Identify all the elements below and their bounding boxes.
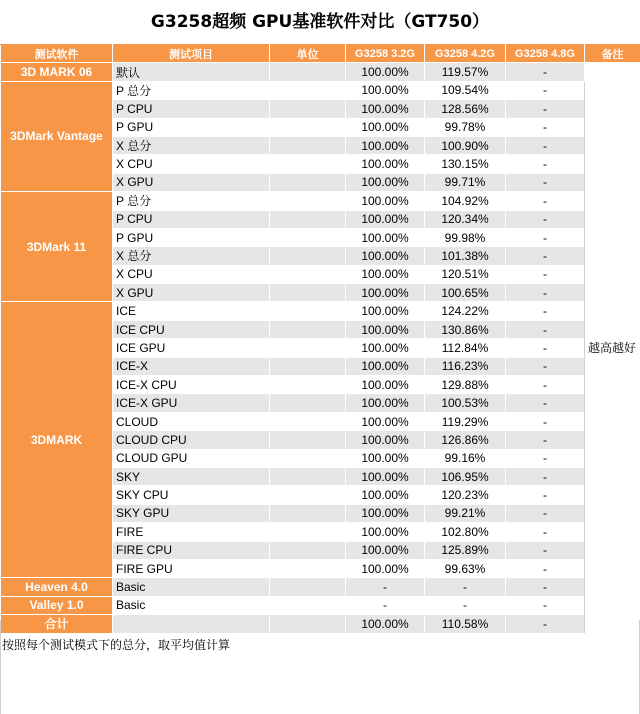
value-4-2g-cell: - bbox=[425, 578, 506, 596]
value-3-2g-cell: 100.00% bbox=[346, 155, 425, 173]
value-4-8g-cell: - bbox=[506, 357, 585, 375]
header-unit: 单位 bbox=[270, 45, 346, 63]
item-cell: Basic bbox=[113, 596, 270, 614]
value-4-2g-cell: 128.56% bbox=[425, 100, 506, 118]
value-3-2g-cell: 100.00% bbox=[346, 412, 425, 430]
value-4-8g-cell: - bbox=[506, 284, 585, 302]
value-4-2g-cell: 100.53% bbox=[425, 394, 506, 412]
item-cell: CLOUD CPU bbox=[113, 431, 270, 449]
value-4-8g-cell: - bbox=[506, 192, 585, 210]
value-4-8g-cell: - bbox=[506, 320, 585, 338]
table-row bbox=[1, 192, 640, 210]
unit-cell bbox=[270, 136, 346, 154]
table-row bbox=[1, 596, 640, 614]
unit-cell bbox=[270, 615, 346, 633]
value-4-2g-cell: 99.98% bbox=[425, 228, 506, 246]
value-4-2g-cell: 130.15% bbox=[425, 155, 506, 173]
item-cell: Basic bbox=[113, 578, 270, 596]
item-cell: ICE-X GPU bbox=[113, 394, 270, 412]
item-cell: X GPU bbox=[113, 173, 270, 191]
unit-cell bbox=[270, 118, 346, 136]
value-3-2g-cell: 100.00% bbox=[346, 63, 425, 81]
item-cell: FIRE bbox=[113, 523, 270, 541]
unit-cell bbox=[270, 100, 346, 118]
item-cell: P GPU bbox=[113, 228, 270, 246]
value-4-2g-cell: 104.92% bbox=[425, 192, 506, 210]
value-3-2g-cell: 100.00% bbox=[346, 431, 425, 449]
value-4-2g-cell: 99.63% bbox=[425, 559, 506, 577]
page-title: G3258超频 GPU基准软件对比（GT750） bbox=[150, 12, 490, 32]
unit-cell bbox=[270, 155, 346, 173]
value-4-2g-cell: - bbox=[425, 596, 506, 614]
value-4-8g-cell: - bbox=[506, 431, 585, 449]
value-4-8g-cell: - bbox=[506, 228, 585, 246]
value-4-2g-cell: 130.86% bbox=[425, 320, 506, 338]
value-4-8g-cell: - bbox=[506, 541, 585, 559]
value-4-2g-cell: 112.84% bbox=[425, 339, 506, 357]
table-row bbox=[1, 81, 640, 99]
unit-cell bbox=[270, 578, 346, 596]
unit-cell bbox=[270, 228, 346, 246]
value-4-2g-cell: 119.29% bbox=[425, 412, 506, 430]
item-cell: P 总分 bbox=[113, 192, 270, 210]
value-4-2g-cell: 110.58% bbox=[425, 615, 506, 633]
item-cell: SKY CPU bbox=[113, 486, 270, 504]
value-4-8g-cell: - bbox=[506, 615, 585, 633]
software-cell: 合计 bbox=[1, 615, 113, 633]
item-cell: X 总分 bbox=[113, 247, 270, 265]
software-cell: 3DMARK bbox=[1, 302, 113, 578]
table-row bbox=[1, 63, 640, 81]
value-4-8g-cell: - bbox=[506, 394, 585, 412]
value-3-2g-cell: 100.00% bbox=[346, 339, 425, 357]
unit-cell bbox=[270, 192, 346, 210]
unit-cell bbox=[270, 81, 346, 99]
item-cell: FIRE GPU bbox=[113, 559, 270, 577]
value-4-2g-cell: 102.80% bbox=[425, 523, 506, 541]
value-4-2g-cell: 106.95% bbox=[425, 467, 506, 485]
unit-cell bbox=[270, 412, 346, 430]
value-4-2g-cell: 120.51% bbox=[425, 265, 506, 283]
value-4-2g-cell: 99.71% bbox=[425, 173, 506, 191]
value-4-8g-cell: - bbox=[506, 173, 585, 191]
header-4-2g: G3258 4.2G bbox=[425, 45, 506, 63]
header-item: 测试项目 bbox=[113, 45, 270, 63]
item-cell: P GPU bbox=[113, 118, 270, 136]
value-3-2g-cell: 100.00% bbox=[346, 320, 425, 338]
value-3-2g-cell: 100.00% bbox=[346, 357, 425, 375]
value-4-8g-cell: - bbox=[506, 486, 585, 504]
value-3-2g-cell: 100.00% bbox=[346, 467, 425, 485]
header-row bbox=[1, 45, 640, 63]
unit-cell bbox=[270, 320, 346, 338]
value-4-8g-cell: - bbox=[506, 523, 585, 541]
item-cell: X GPU bbox=[113, 284, 270, 302]
value-4-8g-cell: - bbox=[506, 339, 585, 357]
value-4-8g-cell: - bbox=[506, 578, 585, 596]
value-4-2g-cell: 109.54% bbox=[425, 81, 506, 99]
value-4-8g-cell: - bbox=[506, 136, 585, 154]
unit-cell bbox=[270, 394, 346, 412]
unit-cell bbox=[270, 504, 346, 522]
software-cell: 3DMark Vantage bbox=[1, 81, 113, 191]
item-cell: ICE GPU bbox=[113, 339, 270, 357]
value-3-2g-cell: 100.00% bbox=[346, 376, 425, 394]
value-4-2g-cell: 99.21% bbox=[425, 504, 506, 522]
value-4-8g-cell: - bbox=[506, 63, 585, 81]
item-cell: X CPU bbox=[113, 265, 270, 283]
item-cell: CLOUD bbox=[113, 412, 270, 430]
item-cell: X CPU bbox=[113, 155, 270, 173]
value-3-2g-cell: 100.00% bbox=[346, 210, 425, 228]
value-4-2g-cell: 100.90% bbox=[425, 136, 506, 154]
value-4-2g-cell: 126.86% bbox=[425, 431, 506, 449]
value-4-8g-cell: - bbox=[506, 155, 585, 173]
item-cell: ICE CPU bbox=[113, 320, 270, 338]
value-4-8g-cell: - bbox=[506, 81, 585, 99]
unit-cell bbox=[270, 559, 346, 577]
unit-cell bbox=[270, 339, 346, 357]
item-cell: ICE-X bbox=[113, 357, 270, 375]
header-note: 备注 bbox=[585, 45, 640, 63]
value-4-8g-cell: - bbox=[506, 412, 585, 430]
value-4-8g-cell: - bbox=[506, 504, 585, 522]
value-4-8g-cell: - bbox=[506, 449, 585, 467]
unit-cell bbox=[270, 431, 346, 449]
unit-cell bbox=[270, 376, 346, 394]
value-4-2g-cell: 101.38% bbox=[425, 247, 506, 265]
value-3-2g-cell: 100.00% bbox=[346, 541, 425, 559]
header-4-8g: G3258 4.8G bbox=[506, 45, 585, 63]
value-4-2g-cell: 116.23% bbox=[425, 357, 506, 375]
footnote: 按照每个测试模式下的总分，取平均值计算 bbox=[2, 637, 231, 652]
value-4-8g-cell: - bbox=[506, 559, 585, 577]
unit-cell bbox=[270, 541, 346, 559]
value-4-8g-cell: - bbox=[506, 596, 585, 614]
value-4-2g-cell: 120.23% bbox=[425, 486, 506, 504]
unit-cell bbox=[270, 247, 346, 265]
item-cell: P CPU bbox=[113, 210, 270, 228]
item-cell: X 总分 bbox=[113, 136, 270, 154]
item-cell: CLOUD GPU bbox=[113, 449, 270, 467]
value-4-8g-cell: - bbox=[506, 467, 585, 485]
value-3-2g-cell: 100.00% bbox=[346, 136, 425, 154]
value-3-2g-cell: 100.00% bbox=[346, 118, 425, 136]
item-cell: ICE bbox=[113, 302, 270, 320]
value-4-2g-cell: 125.89% bbox=[425, 541, 506, 559]
table-row bbox=[1, 578, 640, 596]
value-3-2g-cell: - bbox=[346, 578, 425, 596]
value-4-8g-cell: - bbox=[506, 302, 585, 320]
unit-cell bbox=[270, 284, 346, 302]
unit-cell bbox=[270, 449, 346, 467]
value-4-2g-cell: 99.16% bbox=[425, 449, 506, 467]
value-3-2g-cell: 100.00% bbox=[346, 192, 425, 210]
item-cell: P 总分 bbox=[113, 81, 270, 99]
table-row bbox=[1, 615, 640, 633]
value-4-8g-cell: - bbox=[506, 210, 585, 228]
unit-cell bbox=[270, 596, 346, 614]
item-cell: 默认 bbox=[113, 63, 270, 81]
unit-cell bbox=[270, 467, 346, 485]
unit-cell bbox=[270, 265, 346, 283]
item-cell: SKY bbox=[113, 467, 270, 485]
value-3-2g-cell: 100.00% bbox=[346, 81, 425, 99]
benchmark-table bbox=[0, 44, 640, 634]
item-cell: ICE-X CPU bbox=[113, 376, 270, 394]
value-4-2g-cell: 120.34% bbox=[425, 210, 506, 228]
value-4-8g-cell: - bbox=[506, 100, 585, 118]
value-4-2g-cell: 119.57% bbox=[425, 63, 506, 81]
unit-cell bbox=[270, 523, 346, 541]
note-cell: 越高越好 bbox=[585, 63, 640, 633]
value-4-8g-cell: - bbox=[506, 376, 585, 394]
value-3-2g-cell: 100.00% bbox=[346, 559, 425, 577]
value-4-8g-cell: - bbox=[506, 118, 585, 136]
value-4-2g-cell: 100.65% bbox=[425, 284, 506, 302]
item-cell: P CPU bbox=[113, 100, 270, 118]
value-3-2g-cell: 100.00% bbox=[346, 284, 425, 302]
unit-cell bbox=[270, 357, 346, 375]
value-3-2g-cell: 100.00% bbox=[346, 247, 425, 265]
unit-cell bbox=[270, 173, 346, 191]
unit-cell bbox=[270, 210, 346, 228]
value-3-2g-cell: - bbox=[346, 596, 425, 614]
value-3-2g-cell: 100.00% bbox=[346, 100, 425, 118]
software-cell: 3D MARK 06 bbox=[1, 63, 113, 81]
item-cell bbox=[113, 615, 270, 633]
header-3-2g: G3258 3.2G bbox=[346, 45, 425, 63]
value-3-2g-cell: 100.00% bbox=[346, 504, 425, 522]
value-4-2g-cell: 99.78% bbox=[425, 118, 506, 136]
item-cell: SKY GPU bbox=[113, 504, 270, 522]
unit-cell bbox=[270, 63, 346, 81]
value-3-2g-cell: 100.00% bbox=[346, 302, 425, 320]
value-4-2g-cell: 124.22% bbox=[425, 302, 506, 320]
software-cell: 3DMark 11 bbox=[1, 192, 113, 302]
value-3-2g-cell: 100.00% bbox=[346, 228, 425, 246]
item-cell: FIRE CPU bbox=[113, 541, 270, 559]
unit-cell bbox=[270, 486, 346, 504]
table-row bbox=[1, 302, 640, 320]
value-3-2g-cell: 100.00% bbox=[346, 486, 425, 504]
value-3-2g-cell: 100.00% bbox=[346, 394, 425, 412]
value-3-2g-cell: 100.00% bbox=[346, 615, 425, 633]
value-4-2g-cell: 129.88% bbox=[425, 376, 506, 394]
sheet-border-left bbox=[0, 620, 1, 714]
unit-cell bbox=[270, 302, 346, 320]
value-4-8g-cell: - bbox=[506, 265, 585, 283]
value-4-8g-cell: - bbox=[506, 247, 585, 265]
value-3-2g-cell: 100.00% bbox=[346, 523, 425, 541]
value-3-2g-cell: 100.00% bbox=[346, 265, 425, 283]
header-software: 测试软件 bbox=[1, 45, 113, 63]
software-cell: Heaven 4.0 bbox=[1, 578, 113, 596]
value-3-2g-cell: 100.00% bbox=[346, 173, 425, 191]
value-3-2g-cell: 100.00% bbox=[346, 449, 425, 467]
software-cell: Valley 1.0 bbox=[1, 596, 113, 614]
